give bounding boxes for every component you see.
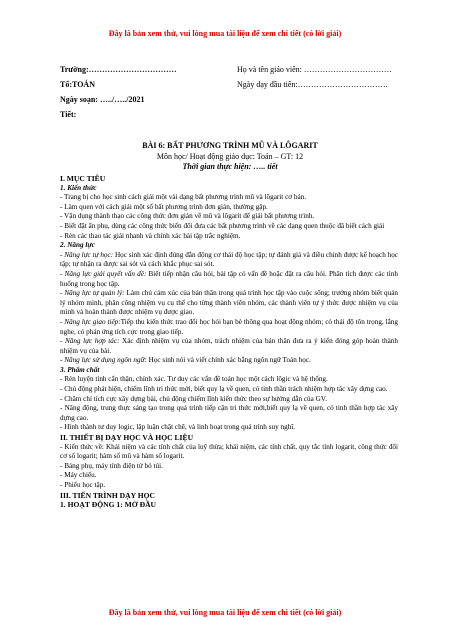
competency-text: Học sinh xác định đúng đắn động cơ thái độ học tập; tự đánh giá và điều chỉnh được kế hoạch học tập; tự nhận ra được sai sót và cách khắc phục sai sót. xyxy=(60,250,398,269)
competency-label: - Năng lực giải quyết vấn đề: xyxy=(60,269,147,278)
paragraph xyxy=(60,251,398,270)
activity-heading: 1. HOẠT ĐỘNG 1: MỞ ĐẦU xyxy=(60,500,157,510)
paragraph: - Biết đặt ẩn phụ, dùng các công thức biến đổi đưa các bất phương trình về các dạng quen thuộc đã biết cách giải xyxy=(60,221,385,230)
preview-banner-top: Đây là bản xem thử, vui lòng mua tài liệu để xem chi tiết (có lời giải) xyxy=(108,29,342,38)
section-heading: I. MỤC TIÊU xyxy=(60,174,106,183)
lesson-title: BÀI 6: BẤT PHƯƠNG TRÌNH MŨ VÀ LÔGARIT xyxy=(142,141,318,150)
school-field: Trường:…………………………… xyxy=(60,65,177,74)
paragraph: - Hình thành tư duy logic, lập luận chặt chẽ, và linh hoạt trong quá trình suy nghĩ. xyxy=(60,423,296,432)
paragraph xyxy=(60,289,398,318)
paragraph: - Rèn luyện tính cẩn thận, chính xác. Tư duy các vấn đề toán học một cách lôgic và hệ thống. xyxy=(60,375,328,384)
paragraph: - Trang bị cho học sinh cách giải một vài dạng bất phương trình mũ và lôgarit cơ bản. xyxy=(60,193,307,202)
lesson-content xyxy=(60,174,398,510)
subject-line: Môn học/ Hoạt động giáo dục: Toán – GT: 12 xyxy=(156,151,304,161)
competency-label: - Năng lực tự quản lý: xyxy=(60,289,125,298)
paragraph: - Chăm chỉ tích cực xây dựng bài, chủ động chiếm lĩnh kiến thức theo sự hướng dẫn của GV. xyxy=(60,394,327,403)
lesson-title-block xyxy=(60,141,400,173)
competency-label: - Năng lực hợp tác: xyxy=(60,337,120,346)
period-field: Tiết: xyxy=(60,110,77,119)
competency-text: Làm chủ cảm xúc của bản thân trong quá trình học tập vào cuộc sống; trưởng nhóm biết quản lý nhóm mình, phân công nhiệm vụ cụ thể cho từng thành viên nhóm, các thành viên tự ý thức được nhiệm vụ của mình và hoàn thành được nhiệm vụ được giao. xyxy=(60,289,398,317)
paragraph: - Làm quen với cách giải một số bất phương trình đơn giản, thường gặp. xyxy=(60,202,268,211)
paragraph xyxy=(60,356,398,366)
subsection-heading: 1. Kiến thức xyxy=(60,183,97,192)
paragraph: - Bảng phụ, máy tính điện tử bỏ túi. xyxy=(60,461,163,470)
paragraph: - Chủ động phát hiện, chiếm lĩnh tri thức mới, biết quy lạ về quen, có tinh thần trách nhiệm hợp tác xây dựng cao. xyxy=(60,385,388,394)
header-left xyxy=(60,62,177,122)
paragraph: - Kiến thức về: Khái niệm và các tính chất của luỹ thừa; khái niệm, các tính chất, quy tắc tính logarit, công thức đổi cơ số logarit; hàm số mũ và hàm số logarit. xyxy=(60,442,398,461)
paragraph xyxy=(60,337,398,356)
competency-label: - Năng lực giao tiếp: xyxy=(60,317,121,326)
department-field: Tổ:TOÁN xyxy=(60,80,95,89)
paragraph: - Vận dụng thành thạo các công thức đơn giản về mũ và lôgarit để giải bất phương trình. xyxy=(60,212,315,221)
competency-text: Học sinh nói và viết chính xác bằng ngôn ngữ Toán học. xyxy=(146,356,311,365)
paragraph: - Máy chiếu. xyxy=(60,471,97,480)
competency-label: - Năng lực sử dụng ngôn ngữ: xyxy=(60,356,147,365)
subsection-heading: 3. Phẩm chất xyxy=(60,365,100,374)
paragraph xyxy=(60,270,398,289)
preview-banner-bottom: Đây là bản xem thử, vui lòng mua tài liệu để xem chi tiết (có lời giải) xyxy=(108,608,342,617)
time-line: Thời gian thực hiện: ….. tiết xyxy=(182,162,278,171)
paragraph: - Rèn các thao tác giải nhanh và chính xác bài tập trắc nghiệm. xyxy=(60,231,241,240)
teach-date-field: Ngày dạy đầu tiên:……………………………. xyxy=(237,80,388,89)
competency-text: Biết tiếp nhận câu hỏi, bài tập có vấn đề hoặc đặt ra câu hỏi. Phân tích được các tình huống trong học tập. xyxy=(60,269,398,288)
paragraph xyxy=(60,318,398,337)
header-right xyxy=(237,62,392,92)
competency-text: Xác định nhiệm vụ của nhóm, trách nhiệm của bản thân đưa ra ý kiến đóng góp hoàn thành nhiệm vụ của bài. xyxy=(60,337,398,355)
date-field: Ngày soạn: …../…../2021 xyxy=(60,95,145,104)
competency-text: Tiếp thu kiến thức trao đổi học hỏi bạn bè thông qua hoạt động nhóm; có thái độ tôn trọng, lắng nghe, có phản ứng tích cực trong giao tiếp. xyxy=(60,317,398,336)
paragraph: - Năng động, trung thực sáng tạo trong quá trình tiếp cận tri thức mới,biết quy lạ về quen, có tinh thần hợp tác xây dựng cao. xyxy=(60,404,398,422)
competency-label: - Năng lực tự học: xyxy=(60,250,114,259)
teacher-field: Họ và tên giáo viên: …………………………… xyxy=(237,65,392,74)
paragraph: - Phiếu học tập. xyxy=(60,481,106,489)
section-heading: III. TIẾN TRÌNH DẠY HỌC xyxy=(60,490,156,500)
section-heading: II. THIẾT BỊ DẠY HỌC VÀ HỌC LIỆU xyxy=(60,433,194,443)
subsection-heading: 2. Năng lực xyxy=(60,241,95,250)
